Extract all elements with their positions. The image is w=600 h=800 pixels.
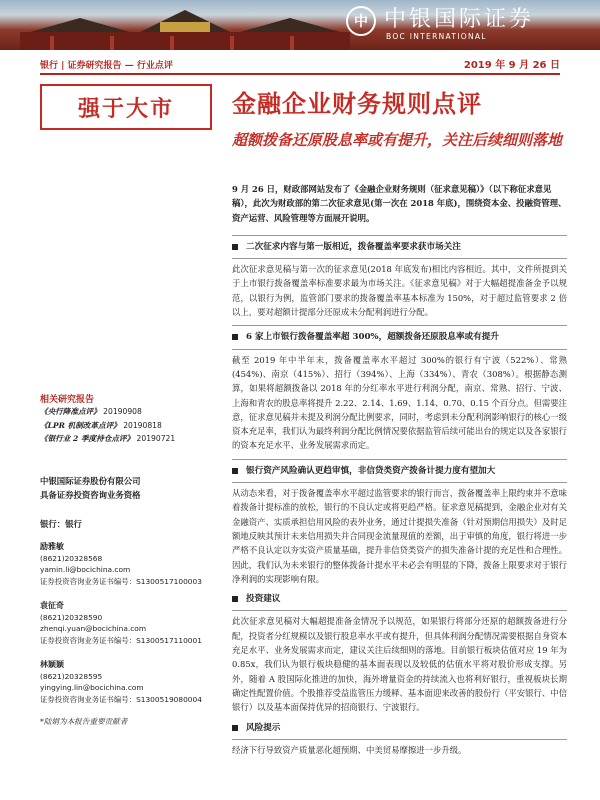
section-heading: 二次征求内容与第一版相近，拨备覆盖率要求获市场关注 [232,240,567,254]
bullet-square-icon [232,596,238,602]
section-heading: 银行资产风险确认更趋审慎，非信贷类资产拨备计提力度有望加大 [232,464,567,478]
page-title: 金融企业财务规则点评 [232,89,482,118]
section-divider [232,739,567,740]
analyst-name: 袁征奇 [40,600,64,610]
analyst-phone: (8621)20328568 [40,553,103,563]
bullet-square-icon [232,468,238,474]
firm-qualification: 具备证券投资咨询业务资格 [40,490,141,500]
brand-lockup [342,2,582,46]
list-item: 《央行降准点评》 20190908 [40,407,142,416]
related-reports-title: 相关研究报告 [40,395,95,405]
main-content [232,182,567,763]
related-reports-list [40,405,216,446]
section-divider [232,325,567,326]
section-divider [232,235,567,236]
section-body: 此次征求意见稿对大幅超提准备金情况予以规范，如果银行将部分还原的超额拨备进行分配，投资者分红规模以及银行股息率水平或有提升，但具体利润分配情况需要根据自身资本充足水平、业务发展需求而定，建议关注后续细则的落地。目前银行板块估值对应 19 年为 0.85x，我们认为银行板块稳健的基本面表现以及较低的估值水平将对股价形成支撑。另外，随着 A 股国际化推进的加快，海外增量资金的持续流入也将利好银行，重视板块长期确定性配置价值。个股推荐受益监管压力缓释、基本面迎来改善的股份行（平安银行、中信银行）以及基本面保持优异的招商银行、宁波银行。 [232,616,567,713]
brand-name-en: BOC INTERNATIONAL [386,32,487,41]
header-banner [0,0,600,50]
page-subtitle: 超额拨备还原股息率或有提升，关注后续细则落地 [232,131,563,149]
report-category: 银行 | 证券研究报告 — 行业点评 [40,61,173,71]
bullet-square-icon [232,725,238,731]
list-item: 《LPR 机制改革点评》 20190818 [40,420,162,430]
list-item: 《银行业 2 季度持仓点评》 20190721 [40,434,176,443]
bullet-square-icon [232,244,238,250]
lead-paragraph: 9 月 26 日，财政部网站发布了《金融企业财务规则（征求意见稿）》（以下称征求意见稿），此次为财政部的第二次征求意见(第一次在 2018 年底)，围绕资本金、投融资管理、资产运营、风险管理等方面展开说明。 [232,184,567,223]
section-heading: 风险提示 [232,721,567,735]
analyst-email[interactable]: yamin.li@bocichina.com [40,565,131,575]
section-body: 此次征求意见稿与第一次的征求意见(2018 年底发布)相比内容相近。其中，文件所提到关于上市银行拨备覆盖率标准要求最为市场关注。《征求意见稿》对于大幅超提准备金予以规范，以银行为例，监管部门要求的拨备覆盖率基本标准为 150%，对于超过监管要求 2 倍以上，要对超额计提部分还原成未分配利润进行分配。 [232,264,567,318]
section-heading: 投资建议 [232,592,567,606]
section-heading: 6 家上市银行拨备覆盖率超 300%，超额拨备还原股息率或有提升 [232,330,567,344]
analyst-license: 证券投资咨询业务证书编号：S1300519080004 [40,694,202,704]
brand-name-cn: 中银国际证券 [384,7,535,32]
section-divider [232,610,567,611]
analyst-license: 证券投资咨询业务证书编号：S1300517100003 [40,576,202,586]
report-meta [40,56,560,72]
contributor-note: *陆娟为本报告重要贡献者 [40,717,128,726]
analyst-email[interactable]: yingying.lin@bocichina.com [40,683,144,693]
bullet-square-icon [232,334,238,340]
firm-name: 中银国际证券股份有限公司 [40,476,141,486]
rating-box: 强于大市 [40,84,212,130]
industry-label: 银行：银行 [40,519,82,529]
section-divider [232,459,567,460]
section-body: 从动态来看，对于拨备覆盖率水平超过监管要求的银行而言，拨备覆盖率上限约束并不意味着拨备计提标准的放松，银行的不良认定或将更趋严格。征求意见稿提到，金融企业对有关金融资产、实质承担信用风险的表外业务，通过计提损失准备（针对预期信用损失）及时足额地反映其预计未来信用损失并合同现金流量现值的差额，出于审慎的角度，银行将进一步严格不良认定以夯实资产质量基础，提升非信贷类资产的损失准备计提的充足性和合理性。因此，我们认为未来银行的整体拨备计提水平未必会有明显的下降，拨备上限要求对于银行净利润的实现影响有限。 [232,488,567,584]
header-divider [40,73,560,75]
analyst-card [40,600,216,646]
analyst-card [40,659,216,705]
report-date: 2019 年 9 月 26 日 [463,60,560,71]
section-divider [232,349,567,350]
analyst-name: 林颖颖 [40,659,64,669]
section-body: 截至 2019 年中半年末，拨备覆盖率水平超过 300%的银行有宁波（522%）、常熟(454%)、南京（415%）、招行（394%）、上海（334%）、青农（308%）。根据静态测算，如果将超额拨备以 2018 年的分红率水平进行利润分配，南京、常熟、招行、宁波、上海和青农的股息率将提升 2.22、2.14、1.69、1.14、0.70、0.15 个百分点。但需要注意，征求意见稿并未提及利润分配比例要求，同时，考虑到未分配利润影响银行的核心一级资本充足率，我们认为最终利润分配比例情况要依据监管后续可能出台的规定以及各家银行的资本充足水平、业务发展需求而定。 [232,354,567,451]
analyst-card [40,541,216,587]
section-divider [232,482,567,483]
section-body: 经济下行导致资产质量恶化超预期、中美贸易摩擦进一步升级。 [232,744,467,755]
analyst-email[interactable]: zhenqi.yuan@bocichina.com [40,624,147,634]
palace-roof-image [20,8,350,50]
boc-logo-icon: 中 [346,6,376,36]
analyst-phone: (8621)20328595 [40,671,103,681]
firm-info [40,474,216,502]
analyst-license: 证券投资咨询业务证书编号：S1300517110001 [40,635,202,645]
section-divider [232,258,567,259]
analyst-phone: (8621)20328590 [40,612,103,622]
analyst-name: 励雅敏 [40,541,64,551]
